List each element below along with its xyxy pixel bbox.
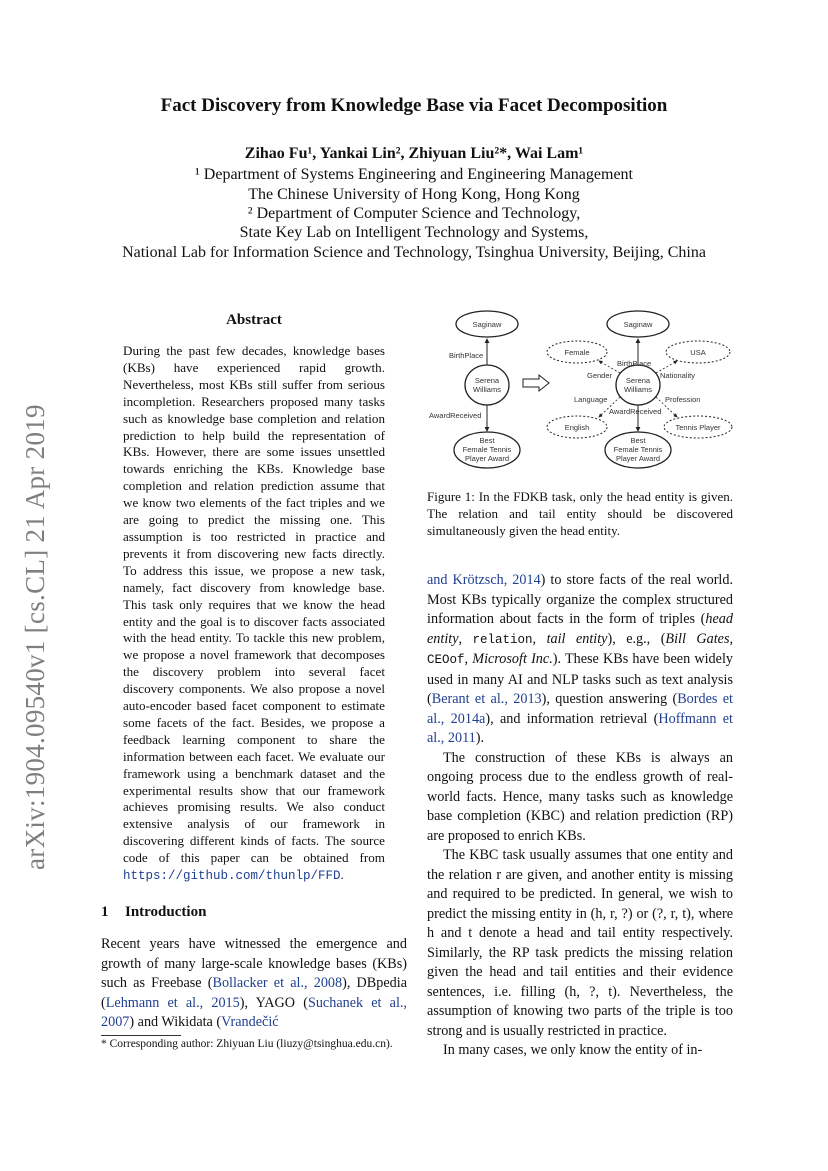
arxiv-stamp: arXiv:1904.09540v1 [cs.CL] 21 Apr 2019	[20, 404, 50, 870]
footnote: * Corresponding author: Zhiyuan Liu (liuzy@tsinghua.edu.cn).	[101, 1038, 393, 1050]
author-list: Zihao Fu¹, Yankai Lin², Zhiyuan Liu²*, Wai Lam¹	[244, 145, 584, 162]
code-text: CEOof	[427, 653, 465, 667]
citation-link[interactable]: and Krötzsch, 2014	[427, 572, 541, 588]
paper-title: Fact Discovery from Knowledge Base via Facet Decomposition	[160, 95, 668, 116]
body-text: ). These KBs have been widely used in many AI and NLP tasks such as text analysis (	[427, 651, 733, 707]
body-text: ), e.g., (	[607, 630, 666, 647]
fdkb-diagram	[427, 305, 735, 475]
node-label: Best	[630, 436, 646, 445]
right-column-text	[427, 571, 733, 1061]
source-code-link[interactable]: https://github.com/thunlp/FFD	[123, 869, 341, 884]
intro-text: ), YAGO (	[239, 994, 308, 1011]
emphasis: tail entity	[546, 630, 608, 647]
citation-link[interactable]: Bollacker et al., 2008	[212, 975, 343, 992]
node-label: Female Tennis	[462, 445, 512, 454]
citation-link[interactable]: Suchanek et al., 2007	[101, 994, 407, 1031]
node-label: Williams	[624, 385, 652, 394]
emphasis: Bill Gates	[665, 630, 730, 647]
intro-paragraph	[101, 935, 407, 1033]
abstract-text: During the past few decades, knowledge bases (KBs) have experienced rapid growth. Nevertheless, most KBs still suffer from serious incompletion. Researchers proposed many tasks such as knowledge base completion and relation prediction to help build the representation of KBs. However, there are some issues unsettled towards enriching the KBs. Knowledge base completion and relation prediction assume that we know two elements of the fact triples and we are going to predict the missing one. This assumption is too restricted in practice and prevents it from discovering new facts directly. To address this issue, we propose a new task, namely, fact discovery from knowledge base. This task only requires that we know the head entity and the goal is to discover facts associated with the head entity. To tackle this new problem, we propose a novel framework that decomposes the discovery problem into several facet discovery components. We also propose a novel auto-encoder based facet component to estimate some facets of the fact. Besides, we propose a feedback learning component to share the information between each facet. We evaluate our framework using a benchmark dataset and the experimental results show that our framework achieves promising results. We also conduct extensive analysis of our framework in discovering different kinds of facts. The source code of this paper can be obtained from	[123, 343, 385, 866]
affiliation-line: The Chinese University of Hong Kong, Hong Kong	[248, 186, 580, 203]
figure-caption: Figure 1: In the FDKB task, only the head entity is given. The relation and tail entity should be discovered simultaneously given the head entity.	[427, 489, 733, 538]
affiliation-line: National Lab for Information Science and Technology, Tsinghua University, Beijing, China	[122, 244, 706, 261]
body-text: ,	[532, 630, 547, 647]
edge-label: AwardReceived	[609, 407, 662, 416]
section-heading	[101, 904, 206, 921]
edge-label: BirthPlace	[617, 359, 652, 368]
citation-link[interactable]: Hoffmann et al., 2011	[427, 710, 733, 746]
footnote-rule	[101, 1035, 181, 1036]
node-label: Player Award	[615, 454, 661, 463]
figure-1	[427, 305, 735, 475]
node-label: Player Award	[464, 454, 510, 463]
node-label: Serena	[625, 376, 651, 385]
citation-link[interactable]: Lehmann et al., 2015	[105, 994, 240, 1011]
intro-text: ), DBpedia (	[101, 975, 407, 1011]
code-text: relation	[472, 632, 533, 647]
affiliation-line: ² Department of Computer Science and Technology,	[247, 205, 581, 222]
node-label: English	[564, 423, 590, 432]
body-text: ), and information retrieval (	[485, 710, 659, 727]
emphasis: Microsoft Inc.	[472, 651, 553, 667]
citation-link[interactable]: Berant et al., 2013	[431, 691, 542, 707]
abstract-heading: Abstract	[226, 312, 282, 328]
intro-text: ) and Wikidata (	[129, 1014, 222, 1031]
node-label: Serena	[474, 376, 500, 385]
paragraph: In many cases, we only know the entity of in-	[443, 1042, 703, 1058]
edge-label: Nationality	[660, 371, 696, 380]
affiliation-line: ¹ Department of Systems Engineering and Engineering Management	[194, 166, 633, 183]
abstract-end: .	[340, 867, 344, 883]
body-text: ) to store facts of the real world. Most KBs typically organize the complex structured information about facts in the form of triples (	[427, 572, 733, 627]
edge-label: Profession	[665, 395, 701, 404]
body-text: ), question answering (	[541, 691, 678, 707]
edge-label: AwardReceived	[429, 411, 482, 420]
node-label: Saginaw	[623, 320, 653, 329]
paragraph: The KBC task usually assumes that one entity and the relation r are given, and another entity is missing and required to be predicted. In general, we wish to predict the missing entity in (h, r, ?) or (?, r, t), where h and t denote a head and tail entity respectively. Similarly, the RP task predicts the missing relation given the head and tail entities and their evidence sentences, i.e. filling (h, ?, t). Nevertheless, the assumption of knowing two parts of the triple is too strong and is usually restricted in practice.	[427, 847, 733, 1039]
body-text: ,	[464, 651, 473, 667]
paragraph	[427, 571, 733, 749]
affiliation-line: State Key Lab on Intelligent Technology and Systems,	[239, 224, 589, 241]
body-text: ,	[729, 630, 734, 647]
body-text: ).	[475, 730, 485, 746]
section-title: Introduction	[125, 904, 207, 920]
node-label: Saginaw	[472, 320, 502, 329]
section-number: 1	[101, 904, 109, 920]
node-label: USA	[690, 348, 706, 357]
node-label: Female	[564, 348, 590, 357]
transform-arrow	[523, 375, 549, 391]
citation-link[interactable]: Bordes et al., 2014a	[427, 691, 734, 727]
edge-label: Language	[574, 395, 608, 404]
node-label: Female Tennis	[613, 445, 663, 454]
edge-label: BirthPlace	[449, 351, 484, 360]
abstract-body	[123, 343, 385, 885]
citation-link[interactable]: Vrandečić	[221, 1014, 279, 1031]
node-label: Williams	[473, 385, 501, 394]
node-label: Tennis Player	[675, 423, 721, 432]
intro-text: Recent years have witnessed the emergence and growth of many large-scale knowledge bases (KBs) such as Freebase (	[101, 936, 407, 992]
paragraph: The construction of these KBs is always an ongoing process due to the endless growth of real-world facts. Hence, many tasks such as knowledge base completion (KBC) and relation prediction (RP) are proposed to enrich KBs.	[427, 749, 733, 844]
body-text: ,	[458, 630, 473, 647]
node-label: Best	[479, 436, 495, 445]
emphasis: head entity	[427, 611, 733, 647]
edge-label: Gender	[587, 371, 613, 380]
